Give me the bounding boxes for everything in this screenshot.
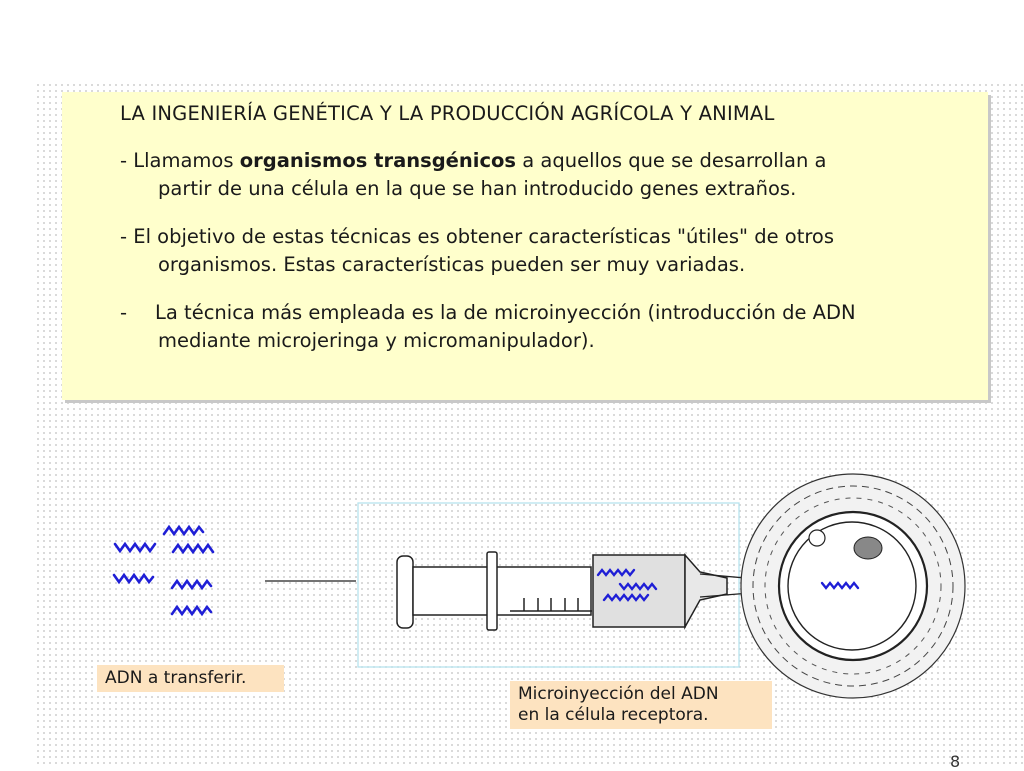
polar-body	[809, 530, 825, 546]
receptor-cell	[741, 474, 965, 698]
bullet-dash: -	[120, 301, 128, 324]
bold-term: organismos transgénicos	[239, 149, 517, 172]
bullet-dash: -	[120, 225, 134, 248]
bullet-text: El objetivo de estas técnicas es obtener características "útiles" de otros	[133, 225, 835, 248]
dna-strand	[114, 575, 153, 582]
dna-strand	[172, 581, 211, 588]
dna-strand	[164, 527, 203, 534]
bullet-text: a aquellos que se desarrollan a	[516, 149, 827, 172]
dna-fragments	[114, 527, 213, 614]
caption-line: Microinyección del ADN	[518, 684, 719, 704]
slide-title: LA INGENIERÍA GENÉTICA Y LA PRODUCCIÓN AGRÍCOLA Y ANIMAL	[120, 102, 775, 125]
caption-line: en la célula receptora.	[518, 705, 709, 725]
bullet-dash: -	[120, 149, 134, 172]
dna-strand	[115, 544, 155, 551]
dna-strand	[172, 607, 211, 614]
caption-microinjection	[510, 681, 772, 729]
bullet-text: Llamamos	[133, 149, 240, 172]
page-number: 8	[950, 752, 961, 771]
bullet-continuation: mediante microjeringa y micromanipulador).	[158, 329, 595, 352]
pronucleus	[854, 537, 882, 559]
bullet-continuation: organismos. Estas características pueden ser muy variadas.	[158, 253, 746, 276]
bullet-continuation: partir de una célula en la que se han introducido genes extraños.	[158, 177, 797, 200]
bullet-text: La técnica más empleada es la de microinyección (introducción de ADN	[155, 301, 856, 324]
caption-adn: ADN a transferir.	[97, 665, 284, 692]
dna-strand	[173, 545, 213, 552]
